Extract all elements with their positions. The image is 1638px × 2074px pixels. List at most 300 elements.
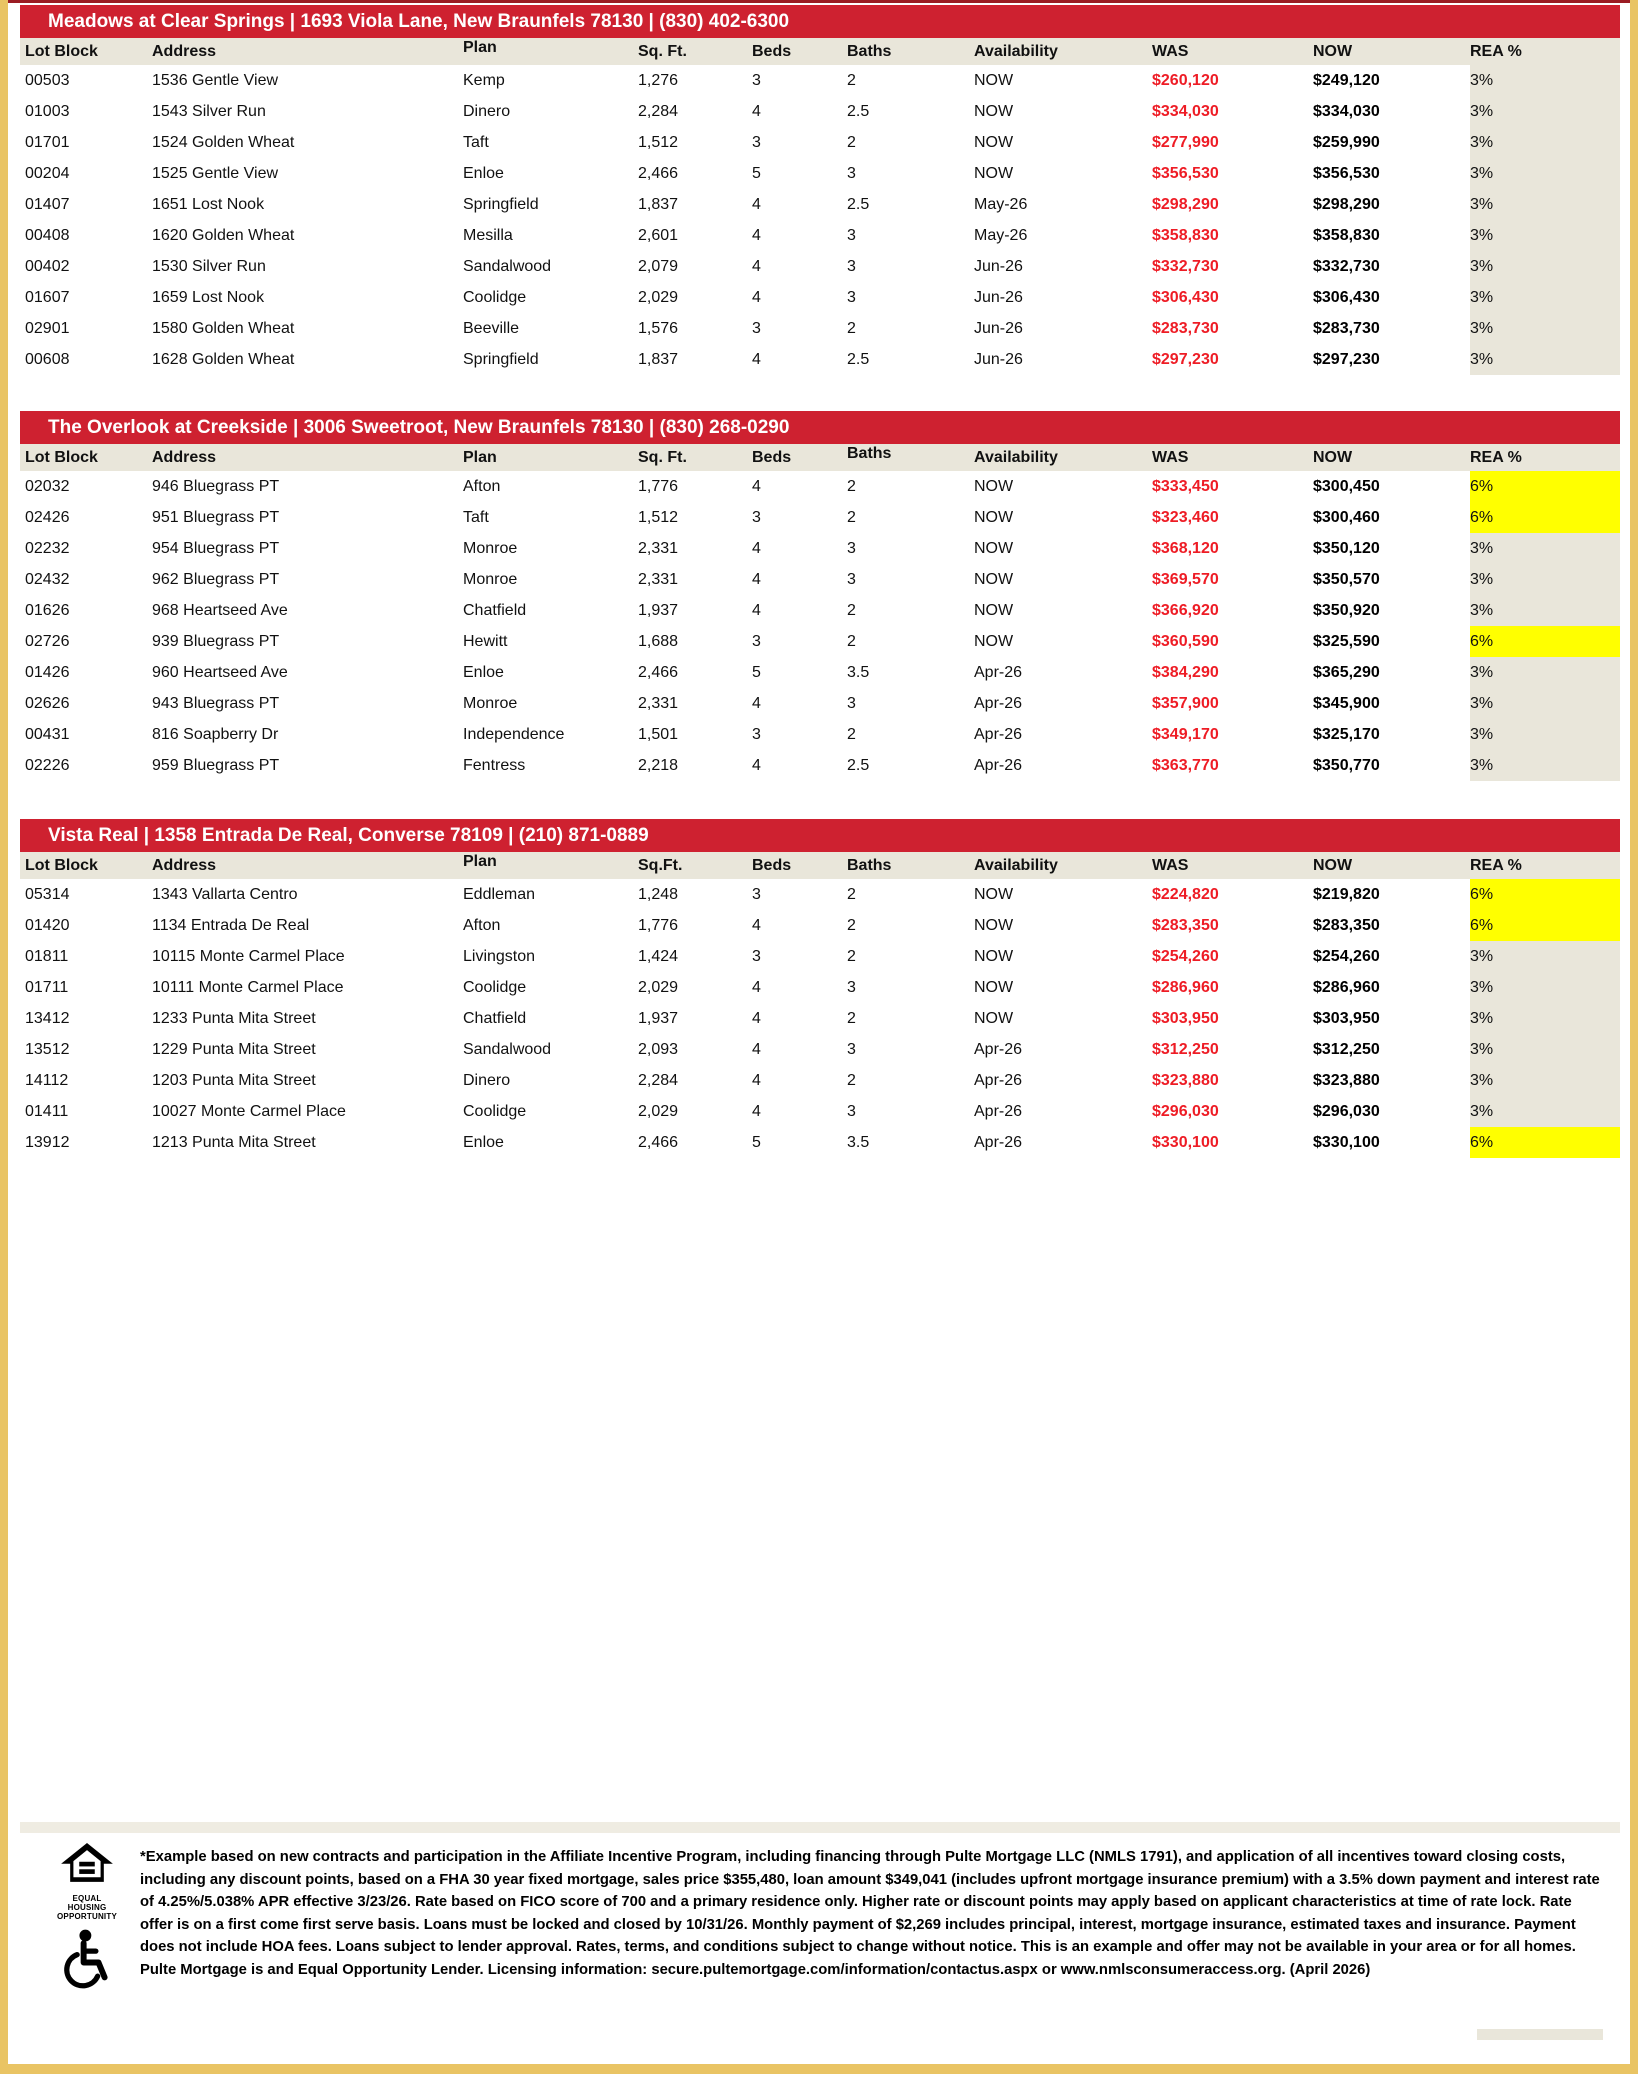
baths-cell: 2 <box>847 885 856 903</box>
rea-percent: 6% <box>1470 879 1620 910</box>
now-price: $350,770 <box>1313 756 1380 774</box>
rea-percent: 3% <box>1470 96 1620 127</box>
plan-cell: Sandalwood <box>463 257 552 275</box>
now-price: $259,990 <box>1313 133 1380 151</box>
table-body <box>20 879 1620 1158</box>
baths-cell: 2.5 <box>847 350 870 368</box>
lot-block-cell: 01411 <box>25 1102 69 1120</box>
was-price: $330,100 <box>1152 1133 1219 1151</box>
beds-cell: 3 <box>752 319 761 337</box>
beds-cell: 4 <box>752 978 761 996</box>
address-cell: 1343 Vallarta Centro <box>152 885 298 903</box>
rea-percent: 3% <box>1470 251 1620 282</box>
beds-cell: 4 <box>752 756 761 774</box>
col-header-address: Address <box>152 444 463 471</box>
availability-cell: NOW <box>974 508 1014 526</box>
beds-cell: 4 <box>752 1102 761 1120</box>
lot-block-cell: 01626 <box>25 601 70 619</box>
beds-cell: 3 <box>752 885 761 903</box>
baths-cell: 3 <box>847 1040 856 1058</box>
accessibility-icon <box>60 1926 116 1992</box>
table-row <box>20 96 1620 127</box>
address-cell: 1620 Golden Wheat <box>152 226 295 244</box>
beds-cell: 4 <box>752 1040 761 1058</box>
now-price: $283,350 <box>1313 916 1380 934</box>
address-cell: 939 Bluegrass PT <box>152 632 280 650</box>
baths-cell: 3 <box>847 226 856 244</box>
address-cell: 1530 Silver Run <box>152 257 266 275</box>
plan-cell: Beeville <box>463 319 520 337</box>
community-section-overlook <box>20 411 1620 781</box>
sqft-cell: 1,248 <box>638 885 679 903</box>
header-row <box>20 852 1620 879</box>
plan-cell: Chatfield <box>463 601 527 619</box>
rea-percent: 3% <box>1470 158 1620 189</box>
lot-block-cell: 02426 <box>25 508 70 526</box>
availability-cell: Apr-26 <box>974 1133 1023 1151</box>
table-row <box>20 1034 1620 1065</box>
lot-block-cell: 13512 <box>25 1040 70 1058</box>
col-header-now: NOW <box>1313 852 1470 879</box>
rea-percent: 3% <box>1470 941 1620 972</box>
baths-cell: 2 <box>847 319 856 337</box>
col-header-beds: Beds <box>752 852 847 879</box>
plan-cell: Hewitt <box>463 632 508 650</box>
equal-housing-caption-line2: OPPORTUNITY <box>57 1912 117 1921</box>
rea-percent: 6% <box>1470 910 1620 941</box>
lot-block-cell: 01003 <box>25 102 70 120</box>
sqft-cell: 2,601 <box>638 226 679 244</box>
was-price: $363,770 <box>1152 756 1219 774</box>
plan-cell: Monroe <box>463 539 518 557</box>
table-row <box>20 313 1620 344</box>
table-header <box>20 444 1620 471</box>
plan-cell: Eddleman <box>463 885 536 903</box>
beds-cell: 4 <box>752 570 761 588</box>
address-cell: 962 Bluegrass PT <box>152 570 280 588</box>
plan-cell: Fentress <box>463 756 526 774</box>
rea-percent: 6% <box>1470 471 1620 502</box>
beds-cell: 4 <box>752 539 761 557</box>
was-price: $323,880 <box>1152 1071 1219 1089</box>
now-price: $332,730 <box>1313 257 1380 275</box>
sqft-cell: 1,688 <box>638 632 679 650</box>
beds-cell: 5 <box>752 1133 761 1151</box>
now-price: $303,950 <box>1313 1009 1380 1027</box>
rea-percent: 3% <box>1470 1096 1620 1127</box>
sqft-cell: 1,424 <box>638 947 679 965</box>
lot-block-cell: 01811 <box>25 947 69 965</box>
baths-cell: 2.5 <box>847 195 870 213</box>
lot-block-cell: 00408 <box>25 226 70 244</box>
plan-cell: Enloe <box>463 663 504 681</box>
table-row <box>20 127 1620 158</box>
sqft-cell: 2,284 <box>638 1071 679 1089</box>
availability-cell: Apr-26 <box>974 1102 1023 1120</box>
col-header-baths: Baths <box>847 444 974 471</box>
now-price: $325,170 <box>1313 725 1380 743</box>
sqft-cell: 1,837 <box>638 195 679 213</box>
col-header-sqft: Sq. Ft. <box>638 38 752 65</box>
lot-block-cell: 13912 <box>25 1133 70 1151</box>
lot-block-cell: 13412 <box>25 1009 70 1027</box>
availability-cell: Apr-26 <box>974 756 1023 774</box>
baths-cell: 2.5 <box>847 102 870 120</box>
beds-cell: 4 <box>752 1009 761 1027</box>
now-price: $356,530 <box>1313 164 1380 182</box>
header-row <box>20 38 1620 65</box>
table-row <box>20 657 1620 688</box>
baths-cell: 3 <box>847 694 856 712</box>
was-price: $260,120 <box>1152 71 1219 89</box>
baths-cell: 2 <box>847 133 856 151</box>
plan-cell: Springfield <box>463 195 539 213</box>
now-price: $350,120 <box>1313 539 1380 557</box>
beds-cell: 4 <box>752 102 761 120</box>
col-header-plan: Plan <box>463 852 638 879</box>
now-price: $249,120 <box>1313 71 1380 89</box>
address-cell: 1659 Lost Nook <box>152 288 265 306</box>
table-row <box>20 879 1620 910</box>
address-cell: 10115 Monte Carmel Place <box>152 947 345 965</box>
col-header-sqft: Sq.Ft. <box>638 852 752 879</box>
rea-percent: 3% <box>1470 282 1620 313</box>
now-price: $323,880 <box>1313 1071 1380 1089</box>
now-price: $297,230 <box>1313 350 1380 368</box>
was-price: $332,730 <box>1152 257 1219 275</box>
lot-block-cell: 05314 <box>25 885 70 903</box>
rea-percent: 3% <box>1470 313 1620 344</box>
header-row <box>20 444 1620 471</box>
sqft-cell: 1,512 <box>638 508 679 526</box>
plan-cell: Taft <box>463 133 489 151</box>
availability-cell: NOW <box>974 164 1014 182</box>
rea-percent: 6% <box>1470 502 1620 533</box>
rea-percent: 3% <box>1470 750 1620 781</box>
col-header-availability: Availability <box>974 444 1152 471</box>
availability-cell: NOW <box>974 133 1014 151</box>
availability-cell: NOW <box>974 947 1014 965</box>
rea-percent: 3% <box>1470 688 1620 719</box>
col-header-lot-block: Lot Block <box>20 444 152 471</box>
table-row <box>20 719 1620 750</box>
now-price: $345,900 <box>1313 694 1380 712</box>
address-cell: 959 Bluegrass PT <box>152 756 280 774</box>
rea-percent: 3% <box>1470 127 1620 158</box>
now-price: $254,260 <box>1313 947 1380 965</box>
lot-block-cell: 02432 <box>25 570 70 588</box>
rea-percent: 3% <box>1470 595 1620 626</box>
community-title-band: The Overlook at Creekside | 3006 Sweetroot, New Braunfels 78130 | (830) 268-0290 <box>20 411 1620 444</box>
plan-cell: Coolidge <box>463 1102 527 1120</box>
col-header-availability: Availability <box>974 38 1152 65</box>
plan-cell: Dinero <box>463 102 511 120</box>
listings-table <box>20 852 1620 1158</box>
beds-cell: 4 <box>752 257 761 275</box>
col-header-was: WAS <box>1152 38 1313 65</box>
address-cell: 1628 Golden Wheat <box>152 350 295 368</box>
table-header <box>20 38 1620 65</box>
now-price: $300,460 <box>1313 508 1380 526</box>
plan-cell: Independence <box>463 725 565 743</box>
beds-cell: 4 <box>752 916 761 934</box>
footer-divider <box>20 1822 1620 1833</box>
was-price: $356,530 <box>1152 164 1219 182</box>
was-price: $369,570 <box>1152 570 1219 588</box>
rea-percent: 6% <box>1470 1127 1620 1158</box>
sqft-cell: 1,937 <box>638 1009 679 1027</box>
now-price: $283,730 <box>1313 319 1380 337</box>
table-row <box>20 564 1620 595</box>
availability-cell: NOW <box>974 539 1014 557</box>
sqft-cell: 2,331 <box>638 570 679 588</box>
baths-cell: 2 <box>847 477 856 495</box>
table-row <box>20 1065 1620 1096</box>
baths-cell: 2.5 <box>847 756 870 774</box>
baths-cell: 3 <box>847 570 856 588</box>
address-cell: 943 Bluegrass PT <box>152 694 280 712</box>
sqft-cell: 2,093 <box>638 1040 679 1058</box>
lot-block-cell: 02726 <box>25 632 70 650</box>
availability-cell: NOW <box>974 477 1014 495</box>
address-cell: 1134 Entrada De Real <box>152 916 310 934</box>
was-price: $297,230 <box>1152 350 1219 368</box>
col-header-availability: Availability <box>974 852 1152 879</box>
availability-cell: Apr-26 <box>974 694 1023 712</box>
rea-percent: 3% <box>1470 344 1620 375</box>
table-row <box>20 220 1620 251</box>
rea-percent: 3% <box>1470 657 1620 688</box>
was-price: $298,290 <box>1152 195 1219 213</box>
sqft-cell: 2,331 <box>638 539 679 557</box>
col-header-was: WAS <box>1152 852 1313 879</box>
plan-cell: Mesilla <box>463 226 513 244</box>
address-cell: 1213 Punta Mita Street <box>152 1133 316 1151</box>
beds-cell: 5 <box>752 164 761 182</box>
beds-cell: 5 <box>752 663 761 681</box>
rea-percent: 3% <box>1470 1003 1620 1034</box>
address-cell: 1543 Silver Run <box>152 102 266 120</box>
col-header-rea: REA % <box>1470 38 1620 65</box>
was-price: $303,950 <box>1152 1009 1219 1027</box>
was-price: $224,820 <box>1152 885 1219 903</box>
was-price: $358,830 <box>1152 226 1219 244</box>
sqft-cell: 2,218 <box>638 756 679 774</box>
sqft-cell: 2,466 <box>638 1133 679 1151</box>
address-cell: 1651 Lost Nook <box>152 195 265 213</box>
col-header-now: NOW <box>1313 38 1470 65</box>
baths-cell: 3 <box>847 257 856 275</box>
baths-cell: 3 <box>847 1102 856 1120</box>
availability-cell: NOW <box>974 978 1014 996</box>
now-price: $350,570 <box>1313 570 1380 588</box>
col-header-was: WAS <box>1152 444 1313 471</box>
availability-cell: Apr-26 <box>974 1071 1023 1089</box>
sqft-cell: 2,029 <box>638 978 679 996</box>
beds-cell: 3 <box>752 947 761 965</box>
availability-cell: Apr-26 <box>974 1040 1023 1058</box>
beds-cell: 3 <box>752 725 761 743</box>
beds-cell: 4 <box>752 195 761 213</box>
table-row <box>20 1003 1620 1034</box>
address-cell: 1229 Punta Mita Street <box>152 1040 316 1058</box>
rea-percent: 3% <box>1470 564 1620 595</box>
bottom-right-bar <box>1477 2029 1603 2040</box>
baths-cell: 3 <box>847 288 856 306</box>
baths-cell: 3 <box>847 978 856 996</box>
was-price: $368,120 <box>1152 539 1219 557</box>
availability-cell: Jun-26 <box>974 319 1023 337</box>
beds-cell: 3 <box>752 133 761 151</box>
col-header-baths: Baths <box>847 38 974 65</box>
sqft-cell: 1,276 <box>638 71 679 89</box>
availability-cell: Apr-26 <box>974 725 1023 743</box>
baths-cell: 2 <box>847 601 856 619</box>
lot-block-cell: 02626 <box>25 694 70 712</box>
address-cell: 10027 Monte Carmel Place <box>152 1102 346 1120</box>
table-row <box>20 972 1620 1003</box>
beds-cell: 4 <box>752 601 761 619</box>
col-header-now: NOW <box>1313 444 1470 471</box>
address-cell: 1580 Golden Wheat <box>152 319 295 337</box>
now-price: $306,430 <box>1313 288 1380 306</box>
plan-cell: Kemp <box>463 71 505 89</box>
beds-cell: 4 <box>752 1071 761 1089</box>
col-header-lot-block: Lot Block <box>20 852 152 879</box>
lot-block-cell: 02226 <box>25 756 70 774</box>
now-price: $312,250 <box>1313 1040 1380 1058</box>
col-header-rea: REA % <box>1470 444 1620 471</box>
lot-block-cell: 01711 <box>25 978 69 996</box>
table-row <box>20 344 1620 375</box>
rea-percent: 3% <box>1470 972 1620 1003</box>
was-price: $349,170 <box>1152 725 1219 743</box>
availability-cell: NOW <box>974 71 1014 89</box>
baths-cell: 3 <box>847 539 856 557</box>
lot-block-cell: 02232 <box>25 539 70 557</box>
sqft-cell: 2,284 <box>638 102 679 120</box>
rea-percent: 3% <box>1470 65 1620 96</box>
sqft-cell: 1,576 <box>638 319 679 337</box>
address-cell: 816 Soapberry Dr <box>152 725 279 743</box>
lot-block-cell: 14112 <box>25 1071 69 1089</box>
plan-cell: Afton <box>463 916 501 934</box>
flyer-content <box>20 0 1620 1158</box>
table-row <box>20 251 1620 282</box>
address-cell: 1524 Golden Wheat <box>152 133 295 151</box>
listings-table <box>20 444 1620 781</box>
was-price: $286,960 <box>1152 978 1219 996</box>
community-title-band: Vista Real | 1358 Entrada De Real, Converse 78109 | (210) 871-0889 <box>20 819 1620 852</box>
sqft-cell: 1,501 <box>638 725 679 743</box>
rea-percent: 3% <box>1470 1034 1620 1065</box>
plan-cell: Dinero <box>463 1071 511 1089</box>
col-header-beds: Beds <box>752 444 847 471</box>
now-price: $325,590 <box>1313 632 1380 650</box>
beds-cell: 3 <box>752 71 761 89</box>
now-price: $350,920 <box>1313 601 1380 619</box>
lot-block-cell: 02032 <box>25 477 70 495</box>
now-price: $330,100 <box>1313 1133 1380 1151</box>
availability-cell: Apr-26 <box>974 663 1023 681</box>
table-row <box>20 1127 1620 1158</box>
was-price: $312,250 <box>1152 1040 1219 1058</box>
sqft-cell: 1,937 <box>638 601 679 619</box>
table-row <box>20 471 1620 502</box>
now-price: $298,290 <box>1313 195 1380 213</box>
plan-cell: Livingston <box>463 947 536 965</box>
plan-cell: Springfield <box>463 350 539 368</box>
was-price: $366,920 <box>1152 601 1219 619</box>
baths-cell: 3.5 <box>847 663 870 681</box>
was-price: $283,350 <box>1152 916 1219 934</box>
sqft-cell: 1,512 <box>638 133 679 151</box>
was-price: $254,260 <box>1152 947 1219 965</box>
availability-cell: NOW <box>974 570 1014 588</box>
sqft-cell: 2,029 <box>638 1102 679 1120</box>
availability-cell: NOW <box>974 1009 1014 1027</box>
table-row <box>20 158 1620 189</box>
plan-cell: Coolidge <box>463 978 527 996</box>
baths-cell: 2 <box>847 71 856 89</box>
address-cell: 954 Bluegrass PT <box>152 539 280 557</box>
lot-block-cell: 00503 <box>25 71 70 89</box>
now-price: $300,450 <box>1313 477 1380 495</box>
col-header-rea: REA % <box>1470 852 1620 879</box>
lot-block-cell: 01420 <box>25 916 70 934</box>
bottom-page-border <box>0 2064 1638 2074</box>
baths-cell: 2 <box>847 947 856 965</box>
plan-cell: Enloe <box>463 1133 504 1151</box>
community-section-vista-real <box>20 819 1620 1158</box>
table-header <box>20 852 1620 879</box>
sqft-cell: 2,466 <box>638 663 679 681</box>
left-page-border <box>0 0 8 2074</box>
plan-cell: Sandalwood <box>463 1040 552 1058</box>
table-row <box>20 1096 1620 1127</box>
rea-percent: 3% <box>1470 189 1620 220</box>
address-cell: 1233 Punta Mita Street <box>152 1009 316 1027</box>
equal-housing-caption-line1: EQUAL HOUSING <box>67 1894 107 1912</box>
was-price: $357,900 <box>1152 694 1219 712</box>
rea-percent: 3% <box>1470 1065 1620 1096</box>
rea-percent: 3% <box>1470 533 1620 564</box>
now-price: $286,960 <box>1313 978 1380 996</box>
sqft-cell: 1,776 <box>638 916 679 934</box>
lot-block-cell: 01407 <box>25 195 70 213</box>
col-header-beds: Beds <box>752 38 847 65</box>
rea-percent: 3% <box>1470 220 1620 251</box>
baths-cell: 2 <box>847 1009 856 1027</box>
now-price: $358,830 <box>1313 226 1380 244</box>
col-header-address: Address <box>152 38 463 65</box>
lot-block-cell: 00204 <box>25 164 70 182</box>
sqft-cell: 2,029 <box>638 288 679 306</box>
baths-cell: 2 <box>847 725 856 743</box>
legal-disclaimer: *Example based on new contracts and participation in the Affiliate Incentive Program, including financing through Pulte Mortgage LLC (NMLS 1791), and application of all incentives toward closing costs, including any discount points, based on a FHA 30 year fixed mortgage, sales price $355,480, loan amount $349,041 (includes upfront mortgage insurance premium) with a 3.5% down payment and interest rate of 4.25%/5.038% APR effective 3/23/26. Rate based on FICO score of 700 and a primary residence only. Higher rate or discount points may apply based on applicant characteristics at time of rate lock. Rate offer is on a first come first serve basis. Loans must be locked and closed by 10/31/26. Monthly payment of $2,269 includes principal, interest, mortgage insurance, estimated taxes and insurance. Payment does not include HOA fees. Loans subject to lender approval. Rates, terms, and conditions subject to change without notice. This is an example and offer may not be available in your area or for all homes. Pulte Mortgage is and Equal Opportunity Lender. Licensing information: secure.pultemortgage.com/information/contactus.aspx or www.nmlsconsumeraccess.org. (April 2026) <box>140 1849 1600 1978</box>
plan-cell: Monroe <box>463 570 518 588</box>
sqft-cell: 1,837 <box>638 350 679 368</box>
availability-cell: Jun-26 <box>974 288 1023 306</box>
plan-cell: Chatfield <box>463 1009 527 1027</box>
col-header-baths: Baths <box>847 852 974 879</box>
table-row <box>20 941 1620 972</box>
col-header-plan: Plan <box>463 444 638 471</box>
now-price: $219,820 <box>1313 885 1380 903</box>
beds-cell: 4 <box>752 694 761 712</box>
plan-cell: Taft <box>463 508 489 526</box>
baths-cell: 3 <box>847 164 856 182</box>
